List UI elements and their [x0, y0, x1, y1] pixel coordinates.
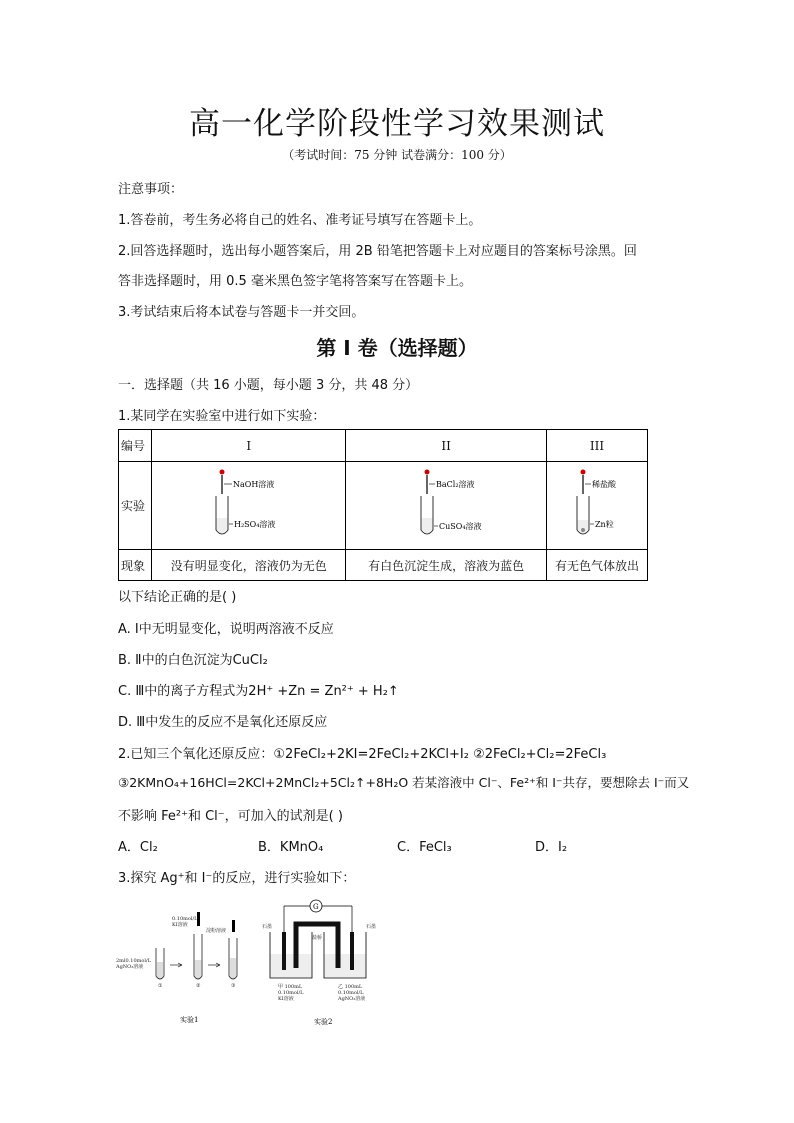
reagent-top-label: BaCl₂溶液: [436, 480, 475, 489]
q1-option-a: A. Ⅰ中无明显变化，说明两溶液不反应: [118, 622, 334, 637]
notes-heading: 注意事项：: [118, 182, 184, 197]
q1-option-b: B. Ⅱ中的白色沉淀为CuCl₂: [118, 653, 268, 668]
column-header: I: [152, 430, 346, 462]
exp2-label: AgNO₃溶液: [338, 996, 366, 1002]
experiment-table: [118, 429, 648, 581]
exp1-label: AgNO₃溶液: [116, 964, 144, 970]
phenomenon-cell: 没有明显变化，溶液仍为无色: [152, 550, 346, 581]
exp1-caption: 实验1: [180, 1016, 199, 1024]
page-title: 高一化学阶段性学习效果测试: [189, 106, 605, 142]
reagent-top-label: NaOH溶液: [232, 480, 275, 489]
test-tube-diagram: [154, 462, 344, 546]
table-row: [119, 462, 648, 550]
table-row: [119, 430, 648, 462]
q2-option-a: A．Cl₂: [118, 840, 158, 855]
exp2-caption: 实验2: [314, 1018, 333, 1026]
q2-option-c: C．FeCl₃: [397, 840, 452, 855]
q2-option-b: B．KMnO₄: [258, 840, 324, 855]
q1-option-c: C. Ⅲ中的离子方程式为2H⁺ +Zn = Zn²⁺ + H₂↑: [118, 684, 399, 699]
phenomenon-cell: 有无色气体放出: [547, 550, 648, 581]
q1-option-d: D. Ⅲ中发生的反应不是氧化还原反应: [118, 715, 328, 730]
row-header: 编号: [119, 430, 152, 462]
exp1-step: ②: [196, 983, 201, 989]
exp2-label: 乙 100mL: [338, 984, 363, 990]
experiment-cell-3: [547, 462, 648, 550]
exp2-label: 石墨: [366, 924, 377, 930]
row-header: 实验: [119, 462, 152, 550]
experiment-1-diagram: [116, 910, 256, 1025]
column-header: III: [547, 430, 648, 462]
note-item: 3.考试结束后将本试卷与答题卡一并交回。: [118, 305, 365, 320]
exp2-label: 盐桥: [312, 935, 323, 941]
exp1-label: 0.10mol/L: [172, 916, 198, 922]
q1-prompt: 以下结论正确的是( ): [118, 590, 237, 605]
section-intro: 一．选择题（共 16 小题，每小题 3 分，共 48 分）: [118, 378, 419, 393]
exp1-step: ①: [158, 983, 163, 989]
note-item: 答非选择题时，用 0.5 毫米黑色签字笔将答案写在答题卡上。: [118, 274, 472, 289]
q3-stem: 3.探究 Ag⁺和 I⁻的反应，进行实验如下：: [118, 871, 356, 886]
exp2-label: 石墨: [262, 924, 273, 930]
exam-subtitle: （考试时间：75 分钟 试卷满分：100 分）: [282, 148, 512, 162]
exp2-label: KI溶液: [278, 996, 294, 1002]
exp2-label: 0.10mol/L: [278, 990, 304, 996]
galvanometer-label: G: [313, 903, 319, 911]
column-header: II: [346, 430, 547, 462]
experiment-cell-2: [346, 462, 547, 550]
experiment-2-diagram: [262, 896, 392, 1028]
exp1-label: KI溶液: [172, 922, 188, 928]
reagent-bottom-label: Zn粒: [595, 520, 614, 529]
reagent-bottom-label: CuSO₄溶液: [439, 522, 482, 531]
q2-option-d: D．I₂: [535, 840, 568, 855]
reagent-bottom-label: H₂SO₄溶液: [233, 520, 276, 529]
note-item: 1.答卷前，考生务必将自己的姓名、准考证号填写在答题卡上。: [118, 213, 482, 228]
phenomenon-cell: 有白色沉淀生成，溶液为蓝色: [346, 550, 547, 581]
table-row: [119, 550, 648, 581]
q2-line: 不影响 Fe²⁺和 Cl⁻，可加入的试剂是( ): [118, 809, 343, 824]
exp1-step: ③: [231, 983, 236, 989]
exp2-label: 0.10mol/L: [338, 990, 364, 996]
row-header: 现象: [119, 550, 152, 581]
test-tube-diagram: [547, 462, 647, 546]
reagent-top-label: 稀盐酸: [592, 480, 616, 489]
experiment-cell-1: [152, 462, 346, 550]
test-tube-diagram: [347, 462, 545, 546]
exp1-label: 淀粉溶液: [206, 928, 227, 934]
section-title: 第 I 卷（选择题）: [316, 336, 478, 360]
note-item: 2.回答选择题时，选出每小题答案后，用 2B 铅笔把答题卡上对应题目的答案标号涂黑。回: [118, 244, 637, 259]
exp1-label: 2ml0.10mol/L: [116, 958, 152, 964]
exp2-label: 甲 100mL: [278, 984, 303, 990]
q2-line: 2.已知三个氧化还原反应：①2FeCl₂+2KI=2FeCl₂+2KCl+I₂ ②2FeCl₂+Cl₂=2FeCl₃: [118, 747, 607, 762]
q1-stem: 1.某同学在实验室中进行如下实验：: [118, 409, 326, 424]
q2-line: ③2KMnO₄+16HCl=2KCl+2MnCl₂+5Cl₂↑+8H₂O 若某溶液中 Cl⁻、Fe²⁺和 I⁻共存，要想除去 I⁻而又: [118, 775, 690, 790]
